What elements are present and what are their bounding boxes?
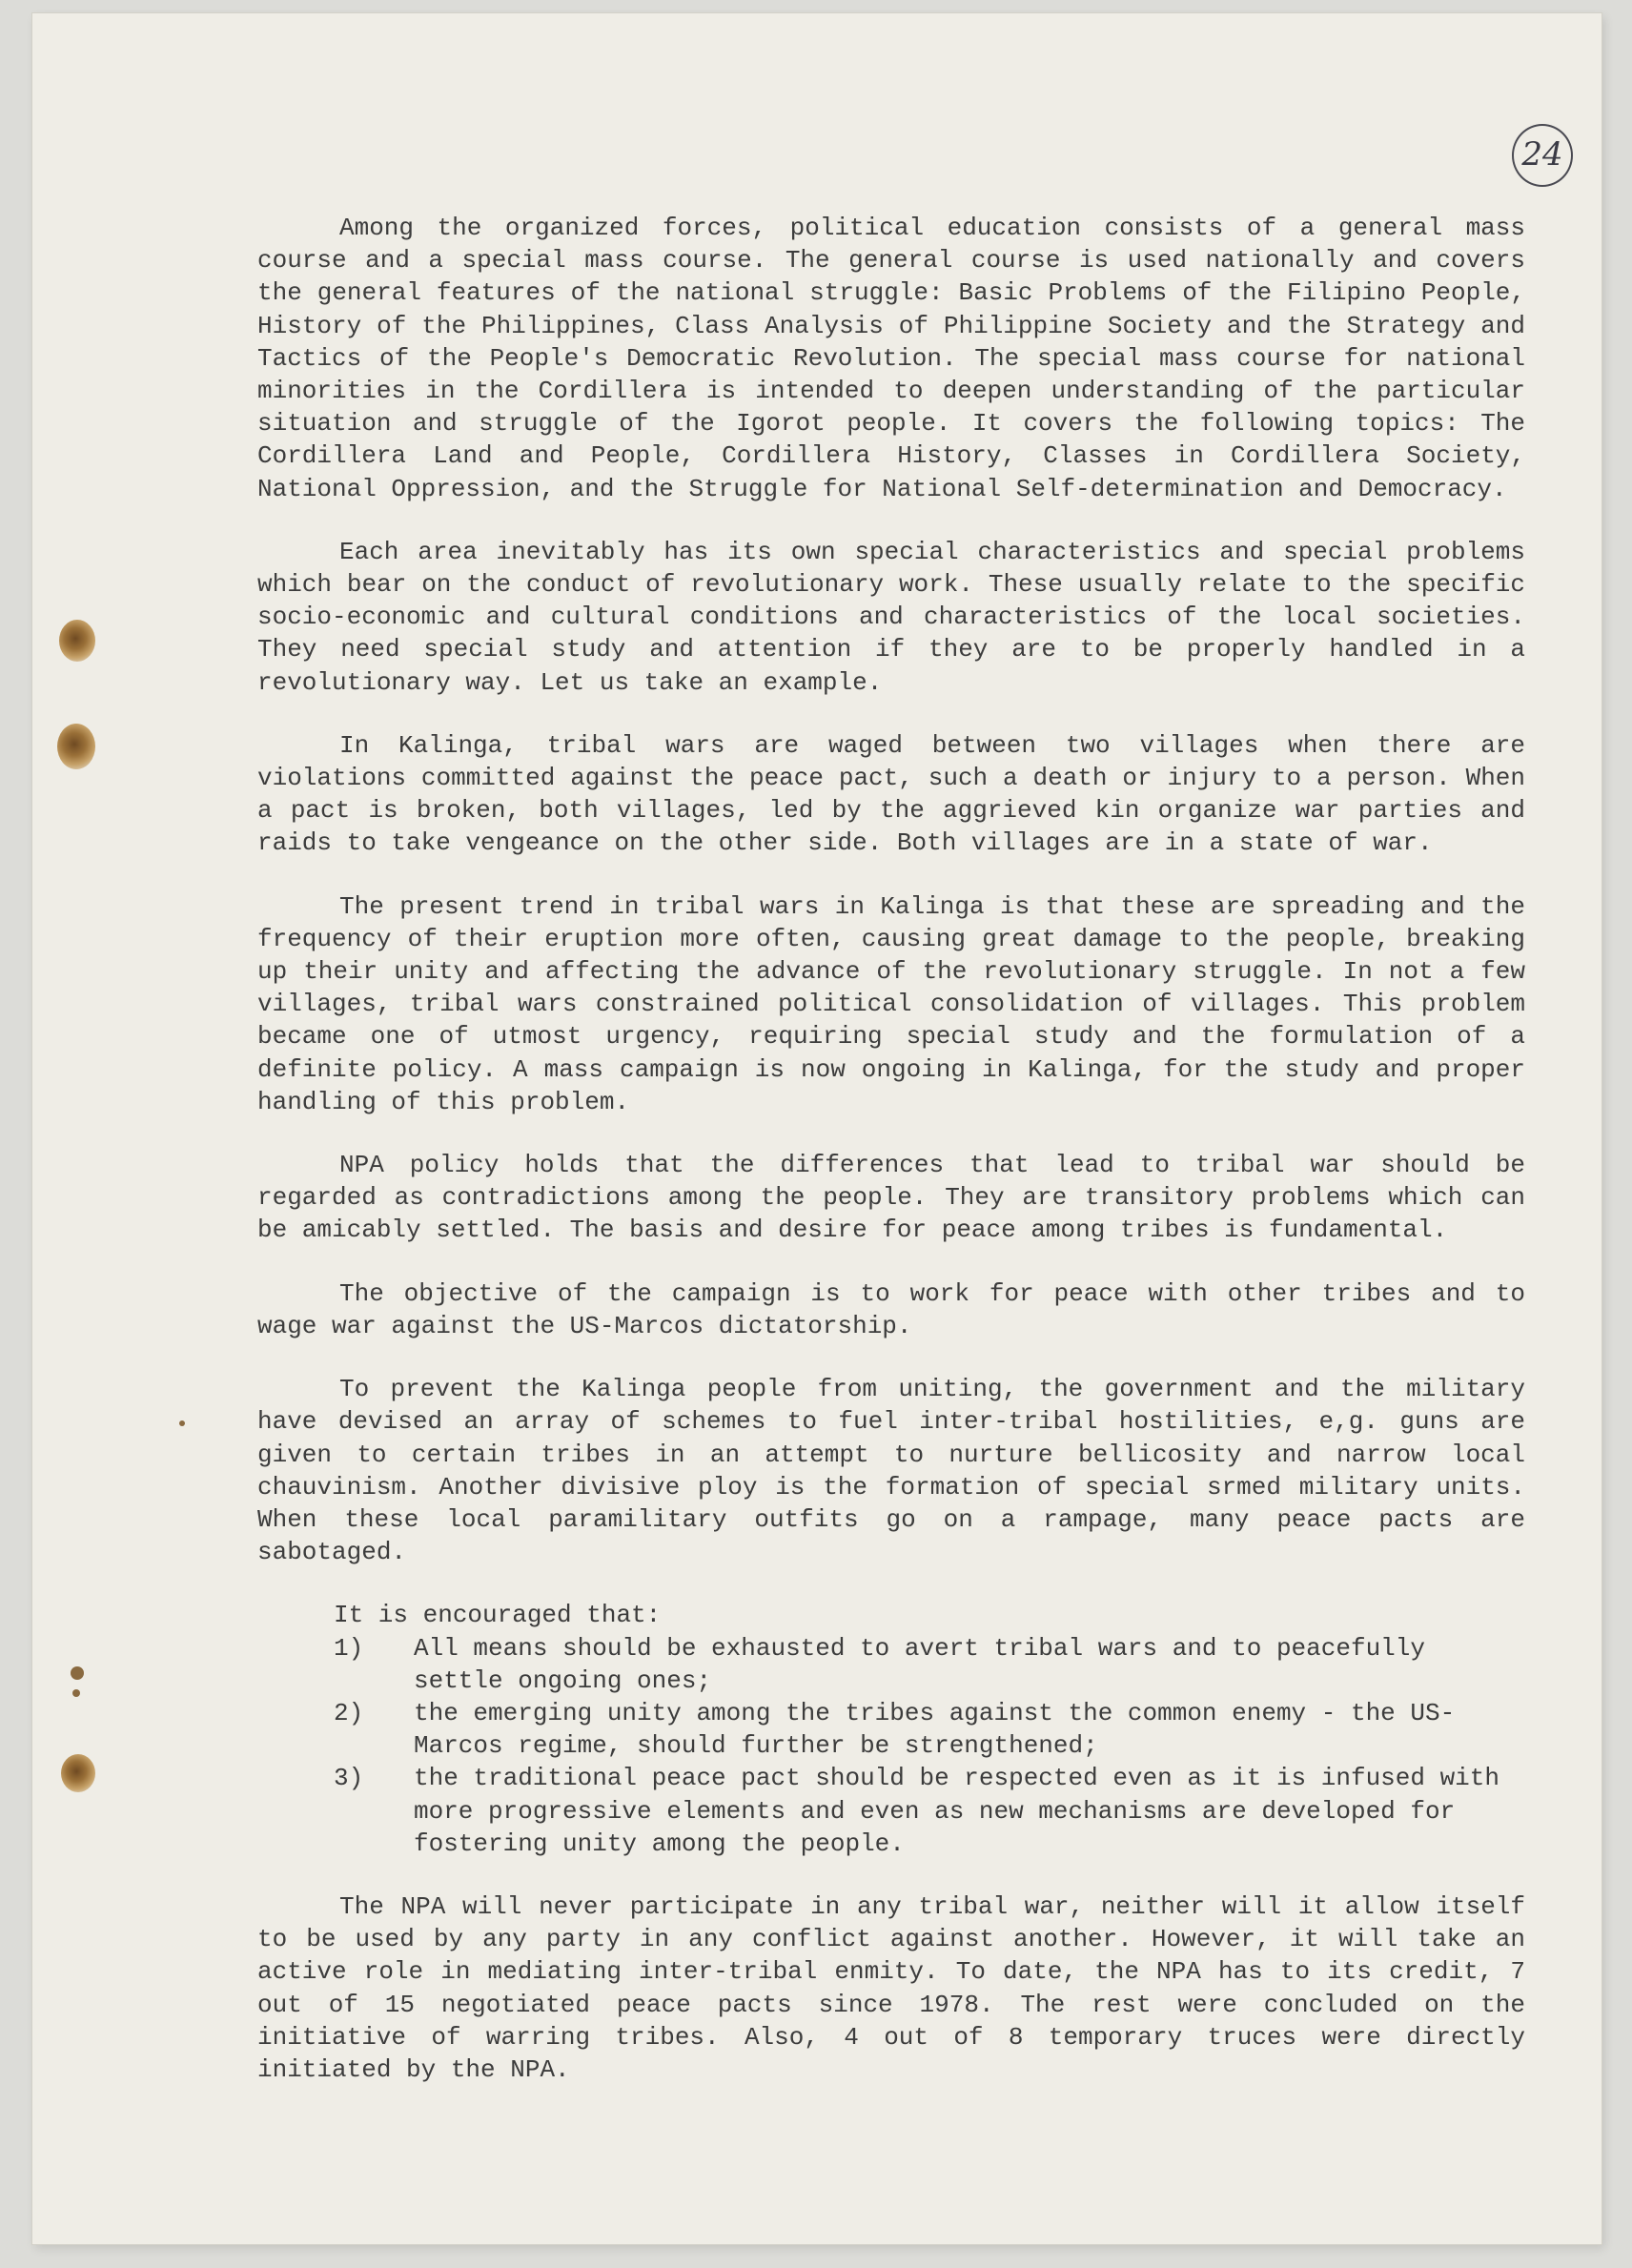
paragraph-npa-mediation: The NPA will never participate in any tribal war, neither will it allow itself to be used by any party in any conflict against another. However, it will take an active role in mediating inter-tribal enmity. To date, the NPA has to its credit, 7 out of 15 negotiated peace pacts since 1978. The rest were concluded on the initiative of warring tribes. Also, 4 out of 8 temporary truces were directly initiated by the NPA.	[257, 1891, 1525, 2084]
paragraph-present-trend: The present trend in tribal wars in Kalinga is that these are spreading and the frequency of their eruption more often, causing great damage to the people, breaking up their unity and affecting the advance of the revolutionary struggle. In not a few villages, tribal wars constrained political consolidation of villages. This problem became one of utmost urgency, requiring special study and the formulation of a definite policy. A mass campaign is now ongoing in Kalinga, for the study and proper handling of this problem.	[257, 891, 1525, 1116]
list-item-text: All means should be exhausted to avert tribal wars and to peacefully settle ongoing ones;	[414, 1633, 1425, 1695]
paragraph-political-education: Among the organized forces, political education consists of a general mass course and a special mass course. The general course is used nationally and covers the general features of the national struggle: Basic Problems of the Filipino People, History of the Philippines, Class Analysis of Philippine Society and the Strategy and Tactics of the People's Democratic Revolution. The special mass course for national minorities in the Cordillera is intended to deepen understanding of the particular situation and struggle of the Igorot people. It covers the following topics: The Cordillera Land and People, Cordillera History, Classes in Cordillera Society, National Oppression, and the Struggle for National Self-determination and Democracy.	[257, 214, 1525, 503]
list-intro: It is encouraged that:	[334, 1601, 662, 1630]
page-number: 24	[1512, 124, 1573, 187]
list-item	[257, 1632, 1525, 1697]
stray-mark	[179, 1420, 185, 1426]
paragraph-kalinga-tribal-wars: In Kalinga, tribal wars are waged between two villages when there are violations committed against the peace pact, such a death or injury to a person. When a pact is broken, both villages, led by the aggrieved kin organize war parties and raids to take vengeance on the other side. Both villages are in a state of war.	[257, 730, 1525, 858]
binding-hole-stain	[61, 1754, 95, 1792]
list-item-number: 1)	[334, 1633, 364, 1663]
encouraged-list	[257, 1599, 1525, 1860]
list-item	[257, 1697, 1525, 1762]
list-item-text: the traditional peace pact should be respected even as it is infused with more progressive elements and even as new mechanisms are developed for fostering unity among the people.	[414, 1764, 1499, 1858]
list-item-number: 2)	[334, 1698, 364, 1727]
binding-mark	[71, 1666, 84, 1680]
binding-hole-stain	[57, 724, 95, 769]
document-body	[257, 212, 1525, 2116]
paragraph-area-characteristics: Each area inevitably has its own special characteristics and special problems which bear on the conduct of revolutionary work. These usually relate to the specific socio-economic and cultural conditions and characteristics of the local societies. They need special study and attention if they are to be properly handled in a revolutionary way. Let us take an example.	[257, 537, 1525, 697]
list-item-text: the emerging unity among the tribes against the common enemy - the US-Marcos regime, should further be strengthened;	[414, 1698, 1456, 1761]
list-item-number: 3)	[334, 1764, 364, 1793]
list-item	[257, 1762, 1525, 1860]
paragraph-government-schemes: To prevent the Kalinga people from uniting, the government and the military have devised an array of schemes to fuel inter-tribal hostilities, e,g. guns are given to certain tribes in an attempt to nurture bellicosity and narrow local chauvinism. Another divisive ploy is the formation of special srmed military units. When these local paramilitary outfits go on a rampage, many peace pacts are sabotaged.	[257, 1375, 1525, 1567]
paragraph-npa-policy: NPA policy holds that the differences that lead to tribal war should be regarded as contradictions among the people. They are transitory problems which can be amicably settled. The basis and desire for peace among tribes is fundamental.	[257, 1151, 1525, 1245]
binding-hole-stain	[59, 620, 95, 662]
binding-mark	[72, 1689, 80, 1697]
paragraph-campaign-objective: The objective of the campaign is to work for peace with other tribes and to wage war against the US-Marcos dictatorship.	[257, 1278, 1525, 1340]
